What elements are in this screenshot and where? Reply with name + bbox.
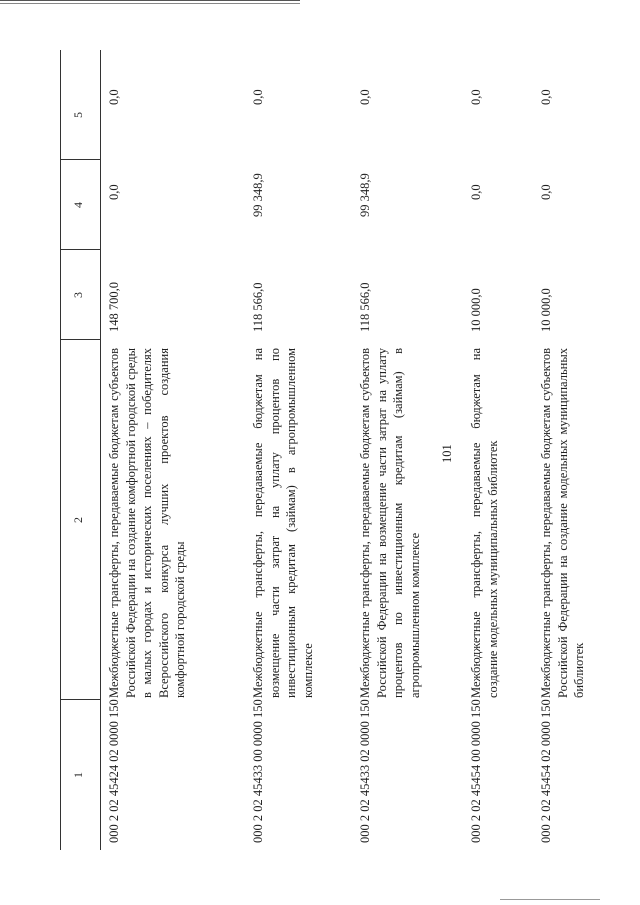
row-2-col4: 99 348,9 <box>251 173 265 217</box>
bottom-edge-rule <box>500 899 600 900</box>
row-5-code: 000 2 02 45454 02 0000 150 <box>539 699 553 843</box>
row-1-col5: 0,0 <box>107 89 121 105</box>
row-3-code: 000 2 02 45433 02 0000 150 <box>358 699 372 843</box>
row-2-code: 000 2 02 45433 00 0000 150 <box>251 699 265 843</box>
row-5-description: Межбюджетные трансферты, передаваемые бюджетам субъектов Российской Федерации на создание модельных муниципальных библиотек <box>539 348 587 698</box>
row-3-col4: 99 348,9 <box>358 173 372 217</box>
row-5-col4: 0,0 <box>539 184 553 200</box>
row-3-description: Межбюджетные трансферты, передаваемые бюджетам субъектов Российской Федерации на возмещение части затрат на уплату процентов по инвестиционным кредитам (займам) в агропромышленном комплексе <box>358 348 422 698</box>
column-header-4: 4 <box>71 202 85 208</box>
table-top-border <box>60 50 61 850</box>
column-header-5: 5 <box>71 112 85 118</box>
column-header-3: 3 <box>71 292 85 298</box>
row-4-col3: 10 000,0 <box>469 288 483 332</box>
row-1-code: 000 2 02 45424 02 0000 150 <box>107 699 121 843</box>
row-4-code: 000 2 02 45454 00 0000 150 <box>469 699 483 843</box>
row-5-col3: 10 000,0 <box>539 288 553 332</box>
header-bottom-border <box>100 50 101 850</box>
row-3-col3: 118 566,0 <box>358 282 372 332</box>
page-number: 101 <box>440 444 454 463</box>
column-header-1: 1 <box>71 772 85 778</box>
row-3-col5: 0,0 <box>358 89 372 105</box>
row-2-col3: 118 566,0 <box>251 282 265 332</box>
row-1-col3: 148 700,0 <box>107 282 121 332</box>
row-4-description: Межбюджетные трансферты, передаваемые бюджетам на создание модельных муниципальных библиотек <box>469 348 500 698</box>
row-4-col5: 0,0 <box>469 89 483 105</box>
row-2-description: Межбюджетные трансферты, передаваемые бюджетам на возмещение части затрат на уплату процентов по инвестиционным кредитам (займам) в агропромышленном комплексе <box>251 348 315 698</box>
row-4-col4: 0,0 <box>469 184 483 200</box>
row-1-description: Межбюджетные трансферты, передаваемые бюджетам субъектов Российской Федерации на создание комфортной городской среды в малых городах и исторических поселениях – победителях Всероссийского конкурса лучших проектов создания комфортной городской среды <box>107 348 188 698</box>
row-2-col5: 0,0 <box>251 89 265 105</box>
row-5-col5: 0,0 <box>539 89 553 105</box>
column-header-2: 2 <box>71 517 85 523</box>
row-1-col4: 0,0 <box>107 184 121 200</box>
